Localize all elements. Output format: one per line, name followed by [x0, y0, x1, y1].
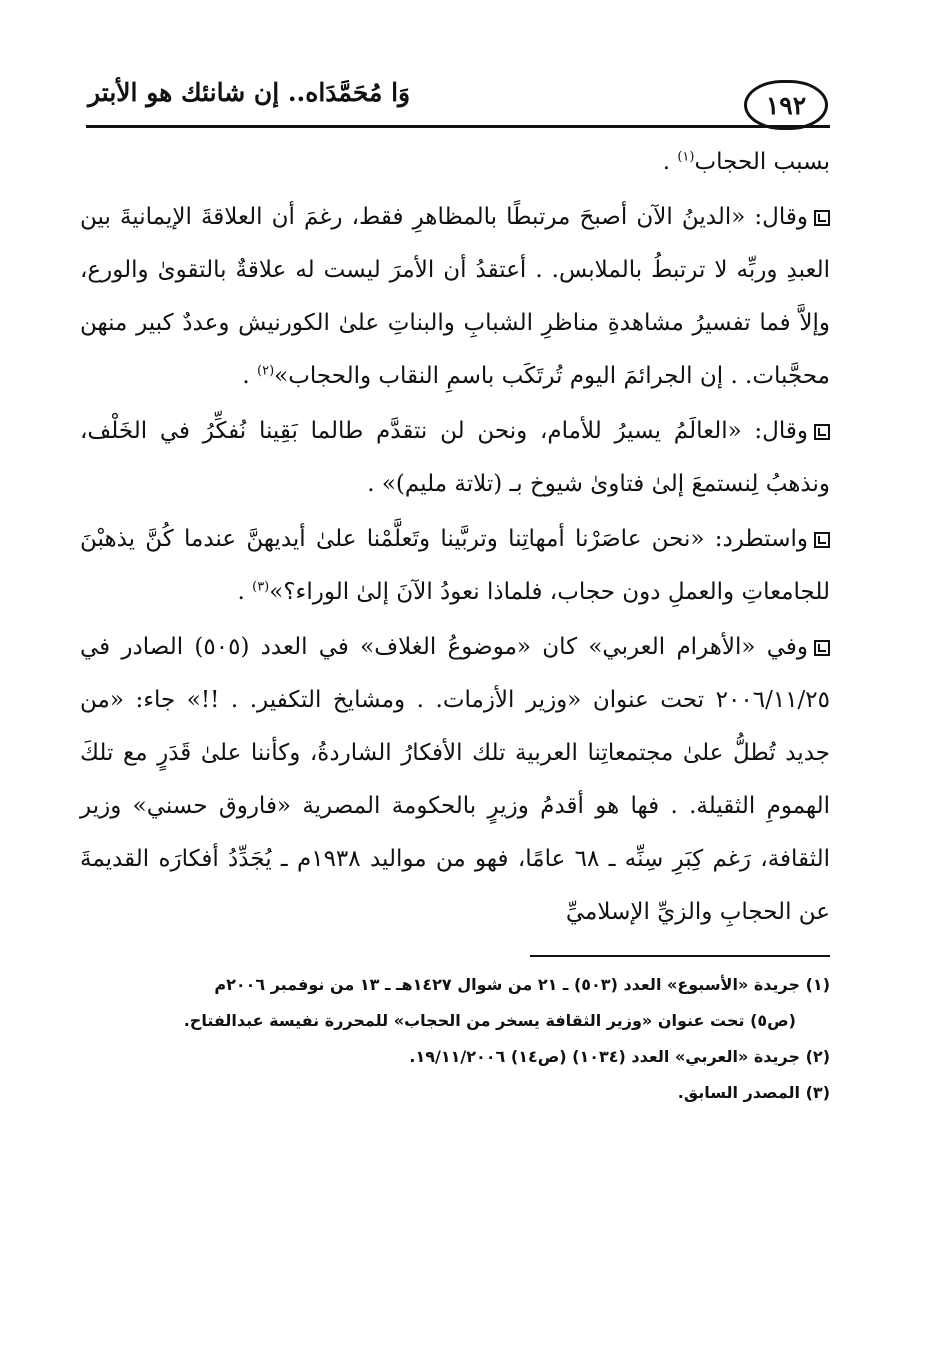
paragraph-tail: .: [237, 579, 253, 605]
footnote-ref: (٢): [257, 363, 275, 379]
footnote-1-continued: (ص٥) تحت عنوان «وزير الثقافة يسخر من الحجاب» للمحررة نفيسة عبدالفتاح.: [183, 1011, 796, 1030]
footnote-1: (١) جريدة «الأسبوع» العدد (٥٠٣) ـ ٢١ من شوال ١٤٢٧هـ ـ ١٣ من نوفمبر ٢٠٠٦م: [214, 975, 830, 994]
paragraph-text: وفي «الأهرام العربي» كان «موضوعُ الغلاف» في العدد (٥٠٥) الصادر في ٢٠٠٦/١١/٢٥ تحت عنوان «وزير الأزمات. . ومشايخ التكفير. . !!» جاء: «من جديد تُطلُّ علىٰ مجتمعاتِنا العربية تلك الأفكارُ الشاردةُ، وكأننا علىٰ قَدَرٍ مع تلكَ الهمومِ الثقيلة. . فها هو أقدمُ وزيرٍ بالحكومة المصرية «فاروق حسني» وزير الثقافة، رَغم كِبَرِ سِنِّه ـ ٦٨ عامًا، فهو من مواليد ١٩٣٨م ـ يُجَدِّدُ أفكارَه القديمةَ عن الحجابِ والزيِّ الإسلاميِّ: [80, 634, 831, 925]
paragraph-text: بسبب الحجاب: [694, 149, 830, 175]
page-header: [80, 40, 830, 128]
paragraph-1: [80, 136, 830, 189]
checkbox-square-icon: [814, 210, 830, 226]
footnote-ref: (٣): [252, 579, 270, 595]
paragraph-text: واستطرد: «نحن عاصَرْنا أمهاتِنا وتربَّينا وتَعلَّمْنا علىٰ أيديهنَّ عندما كُنَّ يذهبْنَ للجامعاتِ والعملِ دون حجاب، فلماذا نعودُ الآنَ إلىٰ الوراء؟»: [80, 526, 830, 605]
footnote-divider: [530, 955, 830, 957]
checkbox-square-icon: [814, 532, 830, 548]
paragraph-tail: .: [242, 363, 258, 389]
checkbox-square-icon: [814, 424, 830, 440]
footnote-2: (٢) جريدة «العربي» العدد (١٠٣٤) (ص١٤) ١٩/١١/٢٠٠٦.: [409, 1047, 830, 1066]
footnotes: [80, 967, 830, 1111]
paragraph-text: وقال: «الدينُ الآن أصبحَ مرتبطًا بالمظاهرِ فقط، رغمَ أن العلاقةَ الإيمانيةَ بين العبدِ وربِّه لا ترتبطُ بالملابس. . أعتقدُ أن الأمرَ ليست له علاقةٌ بالتقوىٰ والورع، وإلاَّ فما تفسيرُ مشاهدةِ مناظرِ الشبابِ والبناتِ علىٰ الكورنيش وعددٌ كبير منهن محجَّبات. . إن الجرائمَ اليوم تُرتَكَب باسمِ النقاب والحجاب»: [80, 204, 830, 389]
page-number: ١٩٢: [744, 80, 828, 130]
paragraph-3: [80, 405, 830, 511]
book-page: [80, 40, 830, 1330]
paragraph-tail: .: [662, 149, 678, 175]
paragraph-5: [80, 621, 830, 939]
header-divider: [86, 125, 830, 128]
paragraph-4: [80, 513, 830, 619]
footnote-3: (٣) المصدر السابق.: [677, 1083, 830, 1102]
paragraph-text: وقال: «العالَمُ يسيرُ للأمام، ونحن لن نتقدَّم طالما بَقِينا نُفكِّرُ في الخَلْف، ونذهبُ لِنستمعَ إلىٰ فتاوىٰ شيوخ بـ (تلاتة مليم)» .: [80, 418, 830, 497]
footnote-ref: (١): [677, 149, 695, 165]
body-text: [80, 136, 830, 939]
running-title: وَا مُحَمَّدَاه.. إن شانئك هو الأبتر: [88, 78, 411, 107]
checkbox-square-icon: [814, 640, 830, 656]
paragraph-2: [80, 191, 830, 403]
